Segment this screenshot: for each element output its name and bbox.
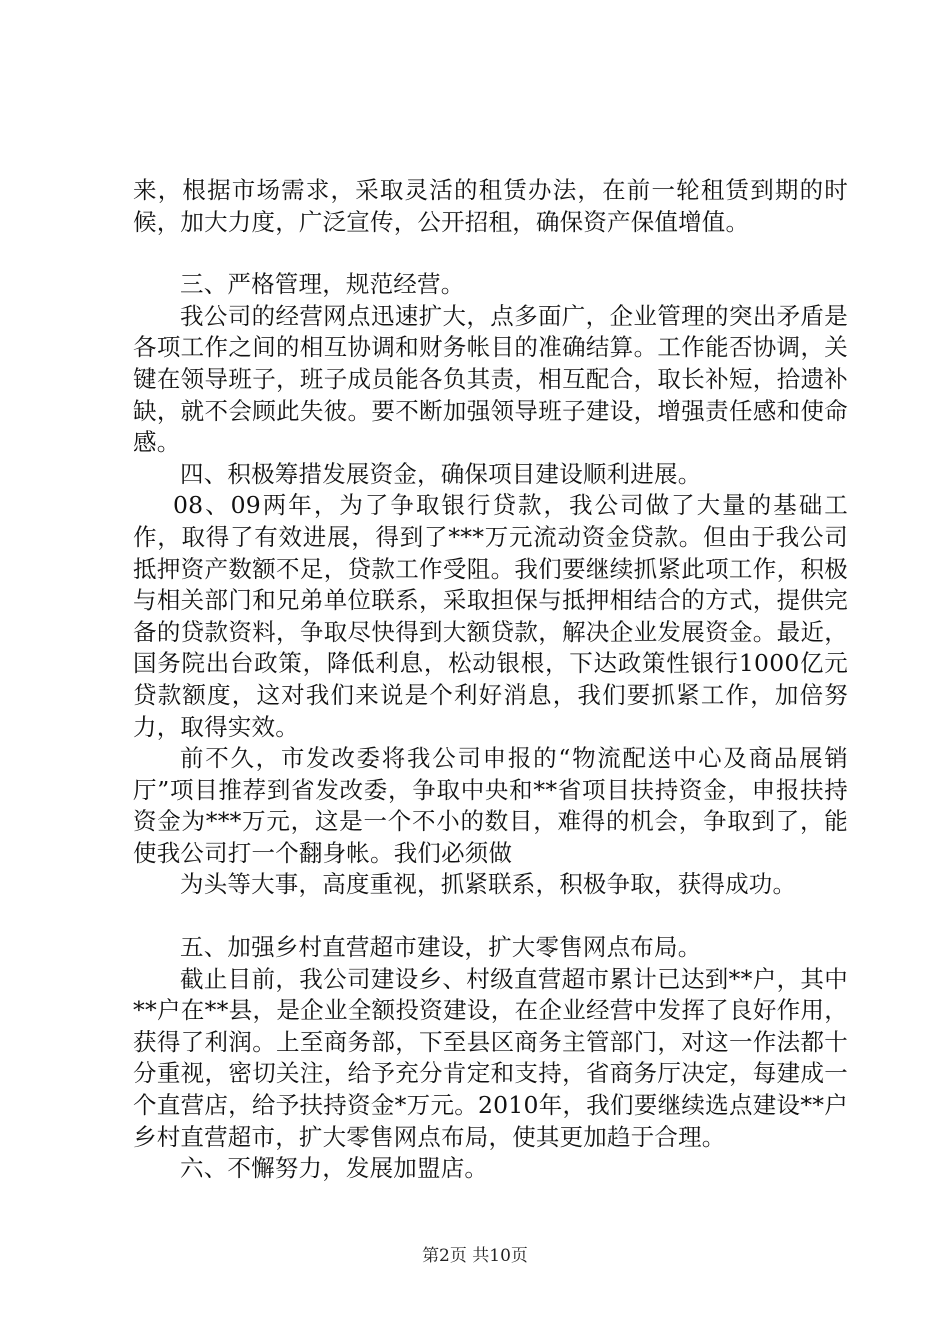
section-heading-6: 六、不懈努力，发展加盟店。 bbox=[180, 1154, 489, 1183]
paragraph-loans: 08、09两年，为了争取银行贷款，我公司做了大量的基础工作，取得了有效进展，得到了***万元流动资金贷款。但由于我公司抵押资产数额不足，贷款工作受阻。我们要继续抓紧此项工作，积极与相关部门和兄弟单位联系，采取担保与抵押相结合的方式，提供完备的贷款资料，争取尽快得到大额贷款，解决企业发展资金。最近，国务院出台政策，降低利息，松动银根，下达政策性银行1000亿元贷款额度，这对我们来说是个利好消息，我们要抓紧工作，加倍努力，取得实效。 bbox=[133, 491, 848, 741]
page-number-footer: 第2页 共10页 bbox=[422, 1246, 528, 1266]
section-heading-5: 五、加强乡村直营超市建设，扩大零售网点布局。 bbox=[180, 933, 702, 962]
section-heading-4: 四、积极筹措发展资金，确保项目建设顺利进展。 bbox=[180, 459, 702, 488]
paragraph-project-funding: 前不久，市发改委将我公司申报的“物流配送中心及商品展销厅”项目推荐到省发改委，争取中央和**省项目扶持资金，申报扶持资金为***万元，这是一个不小的数目，难得的机会，争取到了，能使我公司打一个翻身帐。我们必须做 bbox=[133, 744, 848, 867]
paragraph-rural-supermarkets: 截止目前，我公司建设乡、村级直营超市累计已达到**户，其中**户在**县，是企业全额投资建设，在企业经营中发挥了良好作用，获得了利润。上至商务部，下至县区商务主管部门，对这一作法都十分重视，密切关注，给予充分肯定和支持，省商务厅决定，每建成一个直营店，给予扶持资金*万元。2010年，我们要继续选点建设**户乡村直营超市，扩大零售网点布局，使其更加趋于合理。 bbox=[133, 964, 848, 1151]
section-heading-3: 三、严格管理，规范经营。 bbox=[180, 270, 465, 299]
document-body bbox=[133, 175, 848, 1185]
paragraph-management: 我公司的经营网点迅速扩大，点多面广，企业管理的突出矛盾是各项工作之间的相互协调和财务帐目的准确结算。工作能否协调，关键在领导班子，班子成员能各负其责，相互配合，取长补短，拾遗补缺，就不会顾此失彼。要不断加强领导班子建设，增强责任感和使命感。 bbox=[133, 301, 848, 457]
paragraph-continued: 来，根据市场需求，采取灵活的租赁办法，在前一轮租赁到期的时候，加大力度，广泛宣传，公开招租，确保资产保值增值。 bbox=[133, 176, 848, 236]
paragraph-priority: 为头等大事，高度重视，抓紧联系，积极争取，获得成功。 bbox=[180, 870, 797, 899]
